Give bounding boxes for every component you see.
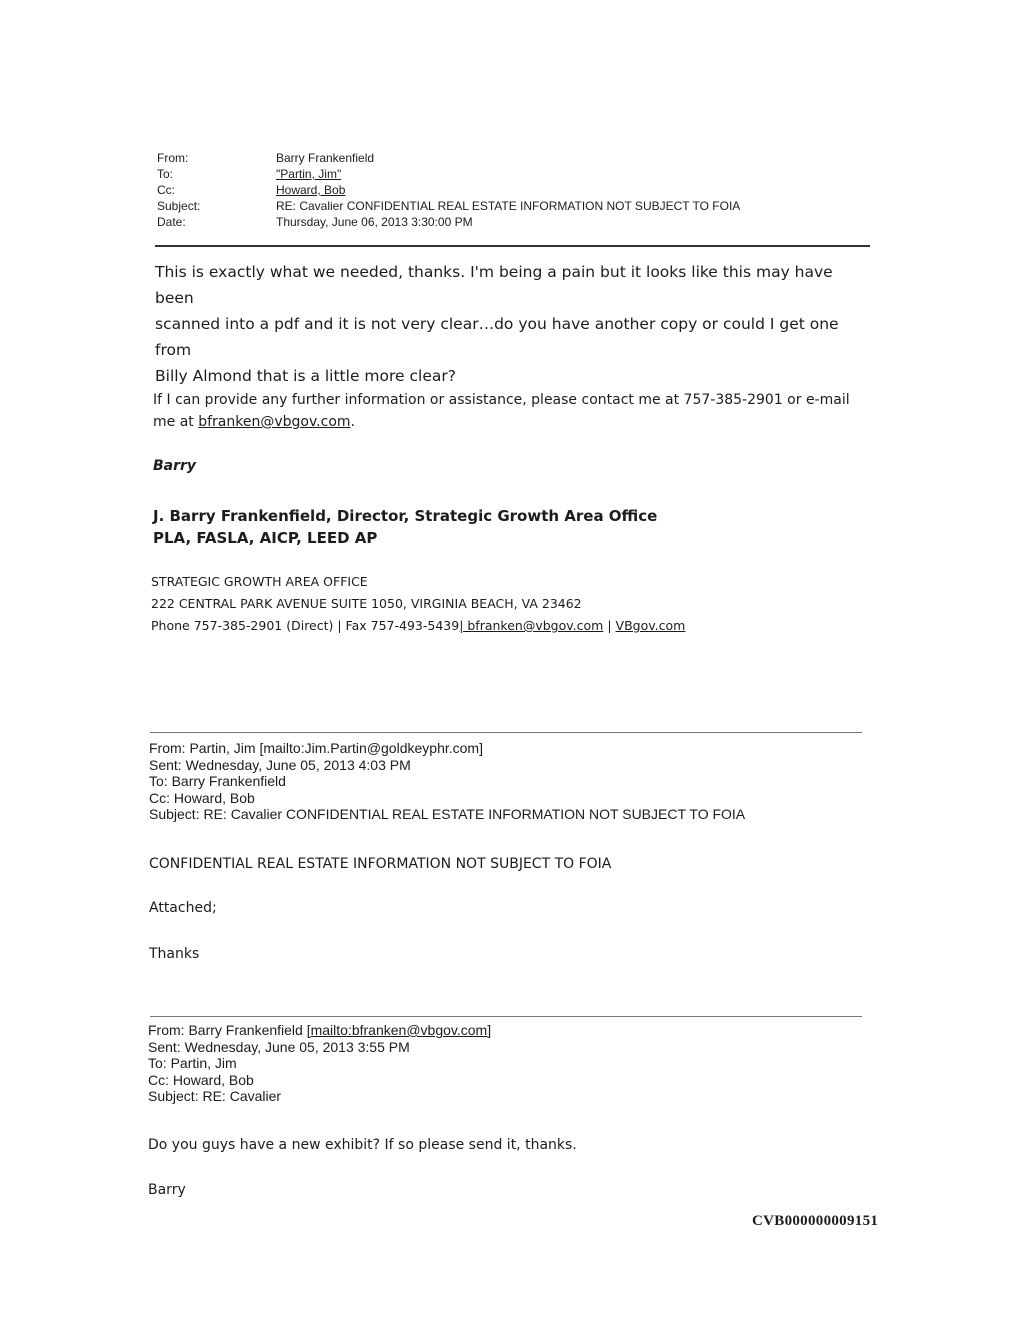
quoted-subject: Subject: RE: Cavalier [148,1088,282,1104]
message-paragraph-1 [155,259,875,389]
to-label: To: [157,167,174,181]
message-line: This is exactly what we needed, thanks. I'm being a pain but it looks like this may have been [155,263,833,307]
mailto-link[interactable]: [mailto:bfranken@vbgov.com] [306,1022,492,1038]
quoted-body-confidential: CONFIDENTIAL REAL ESTATE INFORMATION NOT SUBJECT TO FOIA [149,856,612,872]
quoted-body-attached: Attached; [149,900,217,916]
subject-value: RE: Cavalier CONFIDENTIAL REAL ESTATE INFORMATION NOT SUBJECT TO FOIA [276,199,741,213]
quoted-body-thanks: Thanks [149,946,200,962]
quoted-body-question: Do you guys have a new exhibit? If so please send it, thanks. [148,1137,577,1153]
signature-first-name: Barry [153,458,197,474]
quoted-to: To: Partin, Jim [148,1055,237,1071]
office-contact-block [151,571,685,637]
message-line: Billy Almond that is a little more clear? [155,367,456,385]
office-contact-line [151,615,685,637]
quoted-subject: Subject: RE: Cavalier CONFIDENTIAL REAL ESTATE INFORMATION NOT SUBJECT TO FOIA [149,806,746,822]
from-value: Barry Frankenfield [276,151,375,165]
header-date-row [157,214,740,230]
contact-separator: | [603,618,616,633]
quoted-header-2 [148,1022,491,1105]
header-divider [155,245,870,247]
date-value: Thursday, June 06, 2013 3:30:00 PM [276,215,473,229]
email-link[interactable]: bfranken@vbgov.com [198,414,351,430]
signature-title-line: J. Barry Frankenfield, Director, Strategic Growth Area Office [153,507,658,525]
quoted-from: From: Partin, Jim [mailto:Jim.Partin@goldkeyphr.com] [149,740,483,756]
signature-credentials-line: PLA, FASLA, AICP, LEED AP [153,529,378,547]
message-line-email [153,411,873,433]
contact-email-link[interactable]: | bfranken@vbgov.com [459,618,604,633]
quoted-to: To: Barry Frankenfield [149,773,286,789]
from-label: From: [157,151,189,165]
cc-label: Cc: [157,183,175,197]
quoted-cc: Cc: Howard, Bob [149,789,255,806]
email-suffix: . [350,414,355,430]
quote-divider [150,732,862,733]
quoted-from-prefix: From: Barry Frankenfield [148,1022,307,1038]
quoted-sent: Sent: Wednesday, June 05, 2013 4:03 PM [149,756,411,773]
email-header [157,150,740,230]
bates-number: CVB000000009151 [752,1213,879,1229]
quoted-body-signoff: Barry [148,1182,186,1198]
message-line: If I can provide any further information or assistance, please contact me at 757-385-2901 or e-mail [153,392,850,408]
office-name: STRATEGIC GROWTH AREA OFFICE [151,574,368,589]
quoted-header-1 [149,740,745,823]
to-value-link[interactable]: "Partin, Jim" [276,167,342,181]
email-prefix: me at [153,414,199,430]
header-subject-row [157,198,740,214]
phone-fax: Phone 757-385-2901 (Direct) | Fax 757-493-5439 [151,618,460,633]
website-link[interactable]: VBgov.com [615,618,686,633]
quoted-from [148,1022,491,1039]
office-address: 222 CENTRAL PARK AVENUE SUITE 1050, VIRGINIA BEACH, VA 23462 [151,596,582,611]
quote-divider [150,1016,862,1017]
quoted-sent: Sent: Wednesday, June 05, 2013 3:55 PM [148,1038,410,1055]
message-line: scanned into a pdf and it is not very clear…do you have another copy or could I get one from [155,315,839,359]
cc-value-link[interactable]: Howard, Bob [276,183,346,197]
date-label: Date: [157,215,186,229]
header-to-row [157,166,740,182]
subject-label: Subject: [157,199,201,213]
message-paragraph-2 [153,389,873,433]
signature-title-block [153,505,657,549]
quoted-cc: Cc: Howard, Bob [148,1071,254,1088]
header-from-row [157,150,740,166]
header-cc-row [157,182,740,198]
